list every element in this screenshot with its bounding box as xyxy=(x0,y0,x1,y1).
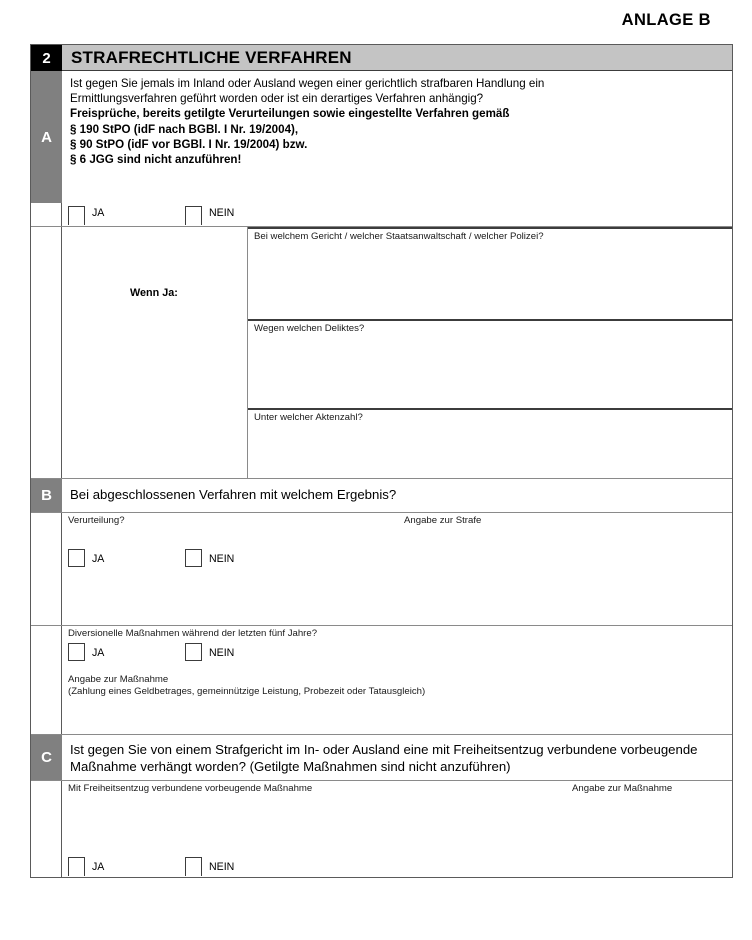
part-c-answer-content[interactable] xyxy=(62,781,732,877)
part-b-question-content xyxy=(62,479,732,512)
part-a-label-ja: JA xyxy=(92,207,105,220)
part-b-measure-line-1: Angabe zur Maßnahme xyxy=(68,674,169,686)
part-b-diversion-band xyxy=(31,625,732,734)
part-a-question-line-1: Ist gegen Sie jemals im Inland oder Ausland wegen einer gerichtlich strafbaren Handlung ein xyxy=(70,77,545,90)
part-a-field-court[interactable] xyxy=(248,227,732,319)
part-a-question-block xyxy=(31,71,732,203)
part-c-label-measure: Mit Freiheitsentzug verbundene vorbeugende Maßnahme xyxy=(68,783,313,795)
part-c-question-text xyxy=(70,741,724,775)
part-b-label-diversion-nein: NEIN xyxy=(209,647,235,660)
part-b-checkbox-nein[interactable] xyxy=(185,549,202,567)
part-c-label-measure-detail: Angabe zur Maßnahme xyxy=(572,783,673,795)
part-a-bold-line-4: § 6 JGG sind nicht anzuführen! xyxy=(70,153,242,167)
part-b-conviction-gutter xyxy=(31,513,62,625)
part-a-checkbox-row xyxy=(62,203,732,226)
part-a-badge xyxy=(31,71,62,203)
part-b-question-text: Bei abgeschlossenen Verfahren mit welchem Ergebnis? xyxy=(70,487,397,503)
part-b-measure-note xyxy=(68,674,425,698)
part-a-answer-content xyxy=(62,203,732,226)
part-b-badge xyxy=(31,479,62,512)
part-b-label-ja: JA xyxy=(92,553,105,566)
part-a-question-line-2: Ermittlungsverfahren geführt worden oder ist ein derartiges Verfahren anhängig? xyxy=(70,92,484,106)
annex-title: ANLAGE B xyxy=(621,11,711,29)
part-a-detail-grid xyxy=(62,227,732,478)
part-a-field-offence-label: Wegen welchen Deliktes? xyxy=(254,323,365,335)
part-a-question-content xyxy=(62,71,732,203)
section-title: STRAFRECHTLICHE VERFAHREN xyxy=(71,47,352,67)
part-a-field-filenumber[interactable] xyxy=(248,408,732,478)
part-c-label-nein: NEIN xyxy=(209,861,235,874)
part-a-question-text xyxy=(70,76,724,167)
part-b-label-nein: NEIN xyxy=(209,553,235,566)
section-header xyxy=(31,45,732,71)
part-b-checkbox-ja[interactable] xyxy=(68,549,85,567)
part-c-badge xyxy=(31,735,62,780)
part-c-answer-gutter xyxy=(31,781,62,877)
part-c-checkbox-ja[interactable] xyxy=(68,857,85,876)
part-a-wenn-ja-label: Wenn Ja: xyxy=(130,287,178,300)
part-a-answer-gutter xyxy=(31,203,62,226)
part-c-badge-label: C xyxy=(41,749,52,767)
part-c-question-block xyxy=(31,734,732,780)
part-a-detail-content xyxy=(62,227,732,478)
part-b-label-diversion: Diversionelle Maßnahmen während der letzten fünf Jahre? xyxy=(68,628,318,640)
part-a-answer-row xyxy=(31,203,732,226)
part-b-badge-label: B xyxy=(41,487,52,505)
part-b-diversion-content[interactable] xyxy=(62,626,732,734)
part-b-conviction-content[interactable] xyxy=(62,513,732,625)
section-number-badge xyxy=(31,45,62,71)
part-b-label-diversion-ja: JA xyxy=(92,647,105,660)
part-a-wenn-ja-column xyxy=(62,227,248,478)
part-c-label-ja: JA xyxy=(92,861,105,874)
part-b-diversion-gutter xyxy=(31,626,62,734)
part-c-checkbox-nein[interactable] xyxy=(185,857,202,876)
part-b-conviction-band xyxy=(31,512,732,625)
section-header-content xyxy=(62,45,732,71)
part-b-question-block xyxy=(31,478,732,512)
part-a-field-offence[interactable] xyxy=(248,319,732,408)
part-a-checkbox-nein[interactable] xyxy=(185,206,202,225)
part-b-checkbox-diversion-nein[interactable] xyxy=(185,643,202,661)
part-b-measure-line-2: (Zahlung eines Geldbetrages, gemeinnützige Leistung, Probezeit oder Tatausgleich) xyxy=(68,686,426,698)
part-a-field-filenumber-label: Unter welcher Aktenzahl? xyxy=(254,412,363,424)
part-a-bold-line-1: Freisprüche, bereits getilgte Verurteilungen sowie eingestellte Verfahren gemäß xyxy=(70,107,510,121)
part-a-checkbox-ja[interactable] xyxy=(68,206,85,225)
part-a-bold-line-2: § 190 StPO (idF nach BGBl. I Nr. 19/2004), xyxy=(70,122,299,136)
part-a-fields-column xyxy=(248,227,732,478)
part-a-field-court-label: Bei welchem Gericht / welcher Staatsanwaltschaft / welcher Polizei? xyxy=(254,231,544,243)
part-a-badge-label: A xyxy=(41,128,52,146)
form-container xyxy=(30,44,733,878)
part-c-question-line-1: Ist gegen Sie von einem Strafgericht im In- oder Ausland eine mit Freiheitsentzug verbundene vorbeugende xyxy=(70,742,698,758)
part-b-checkbox-diversion-ja[interactable] xyxy=(68,643,85,661)
part-a-bold-line-3: § 90 StPO (idF vor BGBl. I Nr. 19/2004) bzw. xyxy=(70,137,308,151)
part-a-label-nein: NEIN xyxy=(209,207,235,220)
section-number-label: 2 xyxy=(42,49,51,67)
part-c-question-line-2: Maßnahme verhängt worden? (Getilgte Maßnahmen sind nicht anzuführen) xyxy=(70,759,511,775)
part-b-label-conviction: Verurteilung? xyxy=(68,515,125,527)
part-a-detail-band xyxy=(31,226,732,478)
part-c-question-content xyxy=(62,735,732,780)
part-c-answer-band xyxy=(31,780,732,877)
part-b-label-penalty: Angabe zur Strafe xyxy=(404,515,482,527)
part-a-detail-gutter xyxy=(31,227,62,478)
